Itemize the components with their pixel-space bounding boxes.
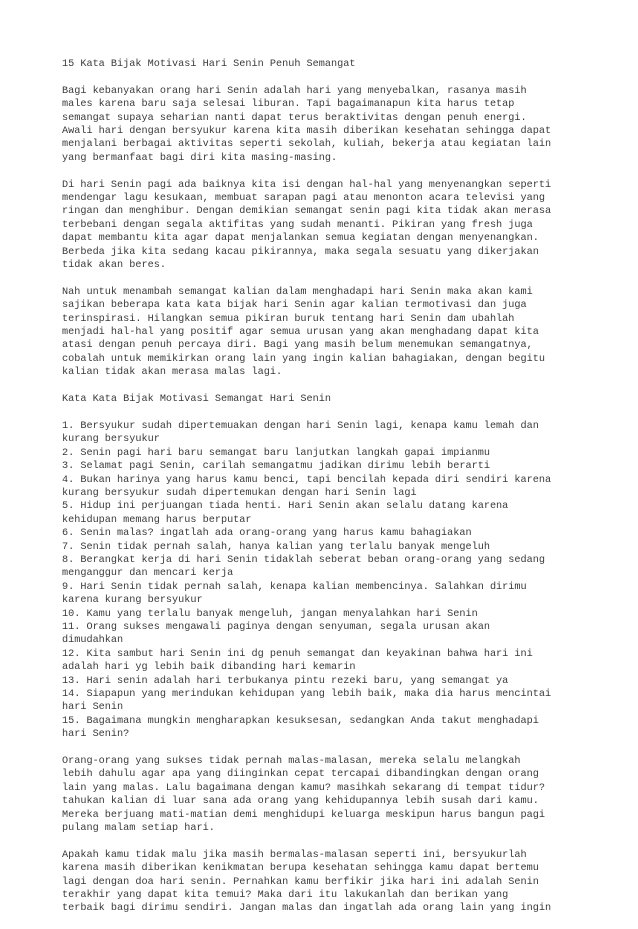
quote-item-7: 7. Senin tidak pernah salah, hanya kalian yang terlalu banyak mengeluh [62,541,490,553]
quote-item-4: 4. Bukan harinya yang harus kamu benci, tapi bencilah kepada diri sendiri karena kurang bersyukur sudah dipertemukan dengan hari Senin lagi [62,474,552,499]
quote-item-11: 11. Orang sukses mengawali paginya dengan senyuman, segala urusan akan dimudahkan [62,621,490,647]
quote-item-9: 9. Hari Senin tidak pernah salah, kenapa kalian membencinya. Salahkan dirimu karena kurang bersyukur [62,581,527,607]
quote-item-3: 3. Selamat pagi Senin, carilah semangatmu jadikan dirimu lebih berarti [62,461,490,473]
closing-paragraph-1: Orang-orang yang sukses tidak pernah malas-malasan, mereka selalu melangkah lebih dahulu agar apa yang diinginkan cepat tercapai dibandingkan dengan orang lain yang malas. Lalu bagaimana dengan kamu? masihkah sekarang di tempat tidur? tahukan kalian di luar sana ada orang yang kehidupannya lebih susah dari kamu. Mereka berjuang mati-matian demi menghidupi keluarga meskipun harus bangun pagi pulang malam setiap hari. [62,756,545,835]
intro-paragraph-3: Nah untuk menambah semangat kalian dalam menghadapi hari Senin maka akan kami sajikan beberapa kata kata bijak hari Senin agar kalian termotivasi dan juga terinspirasi. Hilangkan semua pikiran buruk tentang hari Senin dam ubahlah menjadi hal-hal yang positif agar semua urusan yang akan menghadang dapat kita atasi dengan penuh percaya diri. Bagi yang masih belum menemukan semangatnya, cobalah untuk memikirkan orang lain yang ingin kalian bahagiakan, dengan begitu kalian tidak akan merasa malas lagi. [62,286,545,379]
document-title: 15 Kata Bijak Motivasi Hari Senin Penuh Semangat [62,59,356,70]
quote-item-2: 2. Senin pagi hari baru semangat baru lanjutkan langkah gapai impianmu [62,447,490,459]
quote-list [62,420,602,742]
quote-item-8: 8. Berangkat kerja di hari Senin tidaklah seberat beban orang-orang yang sedang menganggur dan mencari kerja [62,554,545,580]
quote-item-1: 1. Bersyukur sudah dipertemuakan dengan hari Senin lagi, kenapa kamu lemah dan kurang bersyukur [62,420,539,446]
quote-item-14: 14. Siapapun yang merindukan kehidupan yang lebih baik, maka dia harus mencintai hari Senin [62,689,552,714]
quote-item-10: 10. Kamu yang terlalu banyak mengeluh, jangan menyalahkan hari Senin [62,608,478,620]
quote-item-15: 15. Bagaimana mungkin mengharapkan kesuksesan, sedangkan Anda takut menghadapi hari Senin? [62,715,539,741]
quote-item-5: 5. Hidup ini perjuangan tiada henti. Hari Senin akan selalu datang karena kehidupan memang harus berputar [62,501,509,526]
intro-paragraph-1: Bagi kebanyakan orang hari Senin adalah hari yang menyebalkan, rasanya masih males karena baru saja selesai liburan. Tapi bagaimanapun kita harus tetap semangat supaya seharian nanti dapat terus beraktivitas dengan penuh energi. Awali hari dengan bersyukur karena kita masih diberikan kesehatan sehingga dapat menjalani berbagai aktivitas seperti sekolah, kuliah, bekerja atau kegiatan lain yang bermanfaat bagi diri kita masing-masing. [62,85,552,164]
quote-item-12: 12. Kita sambut hari Senin ini dg penuh semangat dan keyakinan bahwa hari ini adalah hari yg lebih baik dibanding hari kemarin [62,648,533,674]
quote-item-13: 13. Hari senin adalah hari terbukanya pintu rezeki baru, yang semangat ya [62,675,509,687]
section-title: Kata Kata Bijak Motivasi Semangat Hari Senin [62,394,331,406]
quote-item-6: 6. Senin malas? ingatlah ada orang-orang yang harus kamu bahagiakan [62,528,472,540]
document-page [62,58,602,929]
closing-paragraph-2: Apakah kamu tidak malu jika masih bermalas-malasan seperti ini, bersyukurlah karena masih diberikan kenikmatan berupa kesehatan sehingga kamu dapat bertemu lagi dengan doa hari senin. Pernahkan kamu berfikir jika hari ini adalah Senin terakhir yang dapat kita temui? Maka dari itu lakukanlah dan berikan yang terbaik bagi dirimu sendiri. Jangan malas dan ingatlah ada orang lain yang ingin [62,849,552,915]
intro-paragraph-2: Di hari Senin pagi ada baiknya kita isi dengan hal-hal yang menyenangkan seperti mendengar lagu kesukaan, membuat sarapan pagi atau menonton acara televisi yang ringan dan menghibur. Dengan demikian semangat senin pagi kita tidak akan merasa terbebani dengan segala aktifitas yang sudah menanti. Pikiran yang fresh juga dapat membantu kita agar dapat menjalankan semua kegiatan dengan menyenangkan. Berbeda jika kita sedang kacau pikirannya, maka segala sesuatu yang dikerjakan tidak akan beres. [62,179,552,272]
